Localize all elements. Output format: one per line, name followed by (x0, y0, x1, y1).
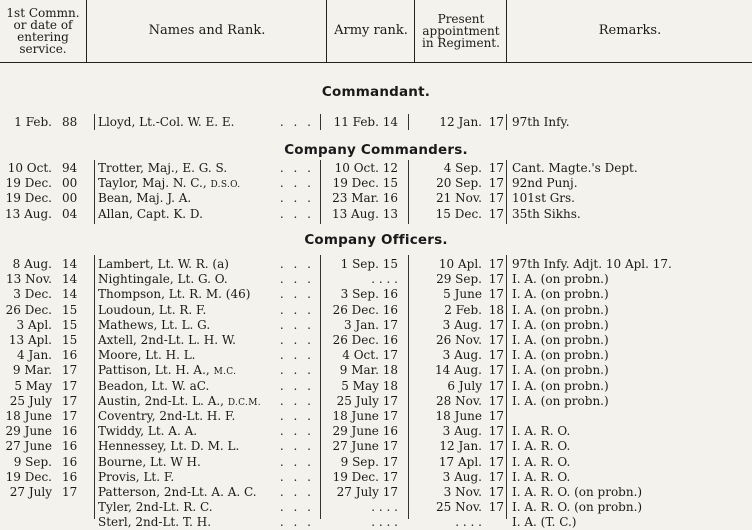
remarks-text: 92nd Punj. (512, 176, 578, 191)
army-rank-date: 13 Aug. 13 (331, 206, 398, 221)
header-army-rank (326, 0, 415, 63)
commission-date: 19 Dec. (5, 191, 52, 206)
officer-name-text: Austin, 2nd-Lt. L. A., (98, 393, 224, 408)
army-rank-date: 9 Sep. 17 (340, 454, 398, 469)
table-row (0, 175, 752, 191)
table-row (0, 190, 752, 206)
commission-date: 27 July (9, 485, 52, 499)
table-row (0, 408, 752, 424)
leader-dots: . . . (279, 191, 314, 206)
officer-name: Hennessey, Lt. D. M. L. (98, 439, 240, 454)
commission-year: 16 (62, 424, 78, 439)
army-rank-date: 25 July 17 (336, 393, 398, 408)
leader-dots: . . . (279, 287, 314, 302)
remarks-text: I. A. R. O. (512, 424, 571, 439)
table-row (0, 438, 752, 454)
officer-name: Mathews, Lt. L. G. (98, 317, 211, 332)
leader-dots: . . . (279, 257, 314, 271)
appointment-date: 3 Aug. (442, 424, 482, 439)
header-col5-label: Remarks. (598, 23, 662, 38)
table-row (0, 484, 752, 500)
header-col1-line1: 1st Commn. (6, 6, 80, 20)
appointment-year: 17 (488, 500, 504, 515)
appointment-date: 3 Nov. (443, 485, 482, 499)
appointment-year: 17 (488, 317, 504, 332)
appointment-year: 17 (488, 348, 504, 363)
leader-dots: . . . (279, 115, 314, 129)
appointment-date: 6 July (447, 378, 482, 393)
appointment-date: . . . . (455, 515, 482, 530)
leader-dots: . . . (279, 469, 314, 484)
remarks-text: I. A. (on probn.) (512, 272, 609, 287)
commission-year: 15 (62, 333, 78, 347)
remarks-text: I. A. (on probn.) (512, 378, 609, 393)
appointment-year: 17 (488, 206, 504, 221)
officer-decoration: D.C.M. (227, 397, 261, 408)
commission-year: 17 (62, 409, 78, 423)
section-title-commandant: Commandant. (321, 84, 431, 100)
leader-dots: . . . (279, 500, 314, 515)
remarks-text: 97th Infy. (512, 115, 570, 129)
army-rank-date: 3 Jan. 17 (343, 317, 398, 332)
header-commission-date (0, 0, 86, 63)
commission-date: 26 Dec. (5, 302, 52, 317)
appointment-date: 20 Sep. (436, 176, 482, 191)
commission-year: 16 (62, 348, 78, 363)
header-remarks (506, 0, 752, 63)
appointment-date: 26 Nov. (436, 333, 482, 347)
army-rank-date: . . . . (371, 272, 398, 287)
army-rank-date: 26 Dec. 16 (332, 302, 398, 317)
leader-dots: . . . (279, 206, 314, 221)
header-col3-label: Army rank. (334, 23, 408, 38)
army-rank-date: 1 Sep. 15 (340, 257, 398, 271)
table-row (0, 271, 752, 287)
appointment-year: 17 (488, 485, 504, 499)
officer-name: Thompson, Lt. R. M. (46) (98, 287, 251, 302)
commission-date: 13 Nov. (6, 272, 52, 287)
header-present-appointment (414, 0, 507, 63)
officer-name: Coventry, 2nd-Lt. H. F. (98, 409, 236, 423)
commission-date: 19 Dec. (5, 176, 52, 191)
table-row (0, 160, 752, 176)
appointment-year: 17 (488, 469, 504, 484)
officer-name: Bean, Maj. J. A. (98, 191, 192, 206)
appointment-year: 17 (488, 439, 504, 454)
appointment-date: 15 Dec. (435, 206, 482, 221)
appointment-date: 2 Feb. (444, 302, 482, 317)
commission-date: 9 Mar. (12, 363, 52, 378)
leader-dots: . . . (279, 333, 314, 347)
commission-date: 8 Aug. (12, 257, 52, 271)
appointment-date: 28 Nov. (436, 393, 482, 408)
remarks-text: I. A. R. O. (512, 439, 571, 454)
officer-name: Nightingale, Lt. G. O. (98, 272, 228, 287)
commission-year: 14 (62, 257, 78, 271)
appointment-year: 17 (488, 287, 504, 302)
remarks-text: I. A. (T. C.) (512, 515, 577, 530)
army-rank-date: . . . . (371, 500, 398, 515)
remarks-text: 97th Infy. Adjt. 10 Apl. 17. (512, 257, 672, 271)
remarks-text: I. A. (on probn.) (512, 348, 609, 363)
appointment-date: 12 Jan. (439, 115, 482, 129)
appointment-date: 3 Aug. (442, 348, 482, 363)
appointment-date: 12 Jan. (439, 439, 482, 454)
commission-date: 10 Oct. (7, 161, 52, 175)
commission-date: 27 June (5, 439, 52, 454)
commission-year: 16 (62, 454, 78, 469)
table-row (0, 286, 752, 302)
table-row (0, 206, 752, 222)
officer-name: Sterl, 2nd-Lt. T. H. (98, 515, 212, 530)
commission-date: 18 June (5, 409, 52, 423)
leader-dots: . . . (279, 317, 314, 332)
officer-decoration: M.C. (213, 367, 237, 378)
army-rank-date: 19 Dec. 17 (332, 469, 398, 484)
table-row (0, 362, 752, 378)
leader-dots: . . . (279, 485, 314, 499)
remarks-text: 101st Grs. (512, 191, 575, 206)
appointment-date: 14 Aug. (435, 363, 482, 378)
remarks-text: I. A. R. O. (on probn.) (512, 485, 643, 499)
commission-date: 5 May (14, 378, 52, 393)
appointment-year: 17 (488, 378, 504, 393)
remarks-text: I. A. (on probn.) (512, 333, 609, 347)
appointment-date: 5 June (443, 287, 482, 302)
appointment-date: 29 Sep. (436, 272, 482, 287)
header-col4-line1: Present (437, 12, 485, 26)
officer-name: Allan, Capt. K. D. (98, 206, 203, 221)
army-rank-date: 10 Oct. 12 (334, 161, 398, 175)
remarks-text: I. A. R. O. (on probn.) (512, 500, 643, 515)
appointment-year: 17 (488, 257, 504, 271)
commission-date: 4 Jan. (17, 348, 52, 363)
commission-year: 16 (62, 469, 78, 484)
commission-year: 14 (62, 272, 78, 287)
commission-date: 29 June (5, 424, 52, 439)
appointment-date: 21 Nov. (436, 191, 482, 206)
officer-name: Loudoun, Lt. R. F. (98, 302, 207, 317)
army-rank-date: 26 Dec. 16 (332, 333, 398, 347)
commission-date: 13 Apl. (8, 333, 52, 347)
remarks-text: I. A. (on probn.) (512, 287, 609, 302)
officer-name: Axtell, 2nd-Lt. L. H. W. (98, 333, 236, 347)
leader-dots: . . . (279, 378, 314, 393)
header-col4-line3: in Regiment. (422, 36, 500, 50)
commission-year: 00 (62, 191, 78, 206)
table-row (0, 256, 752, 272)
table-row (0, 317, 752, 333)
officer-name-text: Taylor, Maj. N. C., (98, 176, 207, 191)
officer-name: Moore, Lt. H. L. (98, 348, 196, 363)
army-rank-date: 5 May 18 (341, 378, 398, 393)
remarks-text: I. A. R. O. (512, 469, 571, 484)
officer-name: Provis, Lt. F. (98, 469, 175, 484)
commission-year: 00 (62, 176, 78, 191)
army-rank-date: 18 June 17 (332, 409, 398, 423)
army-rank-date: 23 Mar. 16 (332, 191, 398, 206)
leader-dots: . . . (279, 302, 314, 317)
commission-year: 16 (62, 439, 78, 454)
leader-dots: . . . (279, 363, 314, 378)
army-rank-date: 11 Feb. 14 (333, 115, 398, 129)
remarks-text: I. A. (on probn.) (512, 302, 609, 317)
appointment-date: 17 Apl. (438, 454, 482, 469)
commission-date: 3 Apl. (16, 317, 52, 332)
commission-date: 3 Dec. (13, 287, 52, 302)
commission-year: 14 (62, 287, 78, 302)
officer-decoration: D.S.O. (210, 180, 241, 191)
table-row (0, 469, 752, 485)
header-col1-line2: or date of (13, 18, 73, 32)
table-row (0, 332, 752, 348)
appointment-year: 17 (488, 454, 504, 469)
remarks-text: I. A. (on probn.) (512, 317, 609, 332)
officer-name: Trotter, Maj., E. G. S. (98, 161, 228, 175)
officer-name-text: Pattison, Lt. H. A., (98, 363, 210, 378)
table-row (0, 302, 752, 318)
appointment-year: 17 (488, 393, 504, 408)
officer-name: Lambert, Lt. W. R. (a) (98, 257, 229, 271)
table-row (0, 393, 752, 409)
table-row (0, 347, 752, 363)
table-row (0, 514, 752, 530)
appointment-year: 17 (488, 161, 504, 175)
leader-dots: . . . (279, 515, 314, 530)
appointment-year: 17 (488, 363, 504, 378)
table-row (0, 454, 752, 470)
officer-name: Patterson, 2nd-Lt. A. A. C. (98, 485, 257, 499)
leader-dots: . . . (279, 161, 314, 175)
table-row (0, 114, 752, 130)
commission-year: 94 (62, 161, 78, 175)
table-row (0, 378, 752, 394)
table-row (0, 423, 752, 439)
commission-year: 15 (62, 302, 78, 317)
army-rank-date: 19 Dec. 15 (332, 176, 398, 191)
appointment-year: 17 (488, 272, 504, 287)
officer-name: Bourne, Lt. W H. (98, 454, 201, 469)
appointment-date: 3 Aug. (442, 469, 482, 484)
army-rank-date: 4 Oct. 17 (342, 348, 398, 363)
army-rank-date: . . . . (371, 515, 398, 530)
header-names-rank (86, 0, 327, 63)
leader-dots: . . . (279, 424, 314, 439)
appointment-date: 3 Aug. (442, 317, 482, 332)
leader-dots: . . . (279, 272, 314, 287)
section-title-company-officers: Company Officers. (304, 232, 448, 248)
army-rank-date: 27 July 17 (336, 485, 398, 499)
leader-dots: . . . (279, 409, 314, 423)
officer-name: Twiddy, Lt. A. A. (98, 424, 198, 439)
leader-dots: . . . (279, 439, 314, 454)
commission-year: 17 (62, 485, 78, 499)
remarks-text: 35th Sikhs. (512, 206, 581, 221)
appointment-year: 17 (488, 424, 504, 439)
appointment-year: 17 (488, 333, 504, 347)
appointment-year: 17 (488, 176, 504, 191)
appointment-date: 18 June (435, 409, 482, 423)
table-row (0, 499, 752, 515)
commission-year: 88 (62, 115, 78, 129)
remarks-text: Cant. Magte.'s Dept. (512, 161, 638, 175)
appointment-date: 25 Nov. (436, 500, 482, 515)
commission-year: 15 (62, 317, 78, 332)
officer-name: Lloyd, Lt.-Col. W. E. E. (98, 115, 235, 129)
leader-dots: . . . (279, 454, 314, 469)
appointment-year: 18 (488, 302, 504, 317)
appointment-year: 17 (488, 115, 504, 129)
leader-dots: . . . (279, 393, 314, 408)
commission-date: 19 Dec. (5, 469, 52, 484)
army-rank-date: 3 Sep. 16 (340, 287, 398, 302)
commission-year: 17 (62, 393, 78, 408)
remarks-text: I. A. R. O. (512, 454, 571, 469)
commission-date: 13 Aug. (5, 206, 52, 221)
officer-name: Beadon, Lt. W. aC. (98, 378, 210, 393)
header-col1-line4: service. (19, 42, 67, 56)
commission-date: 1 Feb. (14, 115, 52, 129)
header-col1-line3: entering (17, 30, 69, 44)
army-rank-date: 9 Mar. 18 (339, 363, 398, 378)
header-col2-label: Names and Rank. (148, 23, 266, 38)
commission-date: 25 July (9, 393, 52, 408)
commission-year: 17 (62, 378, 78, 393)
appointment-year: 17 (488, 409, 504, 423)
header-col4-line2: appointment (422, 24, 500, 38)
appointment-date: 4 Sep. (443, 161, 482, 175)
leader-dots: . . . (279, 176, 314, 191)
army-rank-date: 27 June 17 (332, 439, 398, 454)
appointment-year: 17 (488, 191, 504, 206)
commission-date: 9 Sep. (13, 454, 52, 469)
section-title-company-commanders: Company Commanders. (284, 142, 468, 158)
officer-name: Tyler, 2nd-Lt. R. C. (98, 500, 213, 515)
remarks-text: I. A. (on probn.) (512, 393, 609, 408)
remarks-text: I. A. (on probn.) (512, 363, 609, 378)
commission-year: 17 (62, 363, 78, 378)
leader-dots: . . . (279, 348, 314, 363)
commission-year: 04 (62, 206, 78, 221)
army-rank-date: 29 June 16 (332, 424, 398, 439)
appointment-date: 10 Apl. (438, 257, 482, 271)
